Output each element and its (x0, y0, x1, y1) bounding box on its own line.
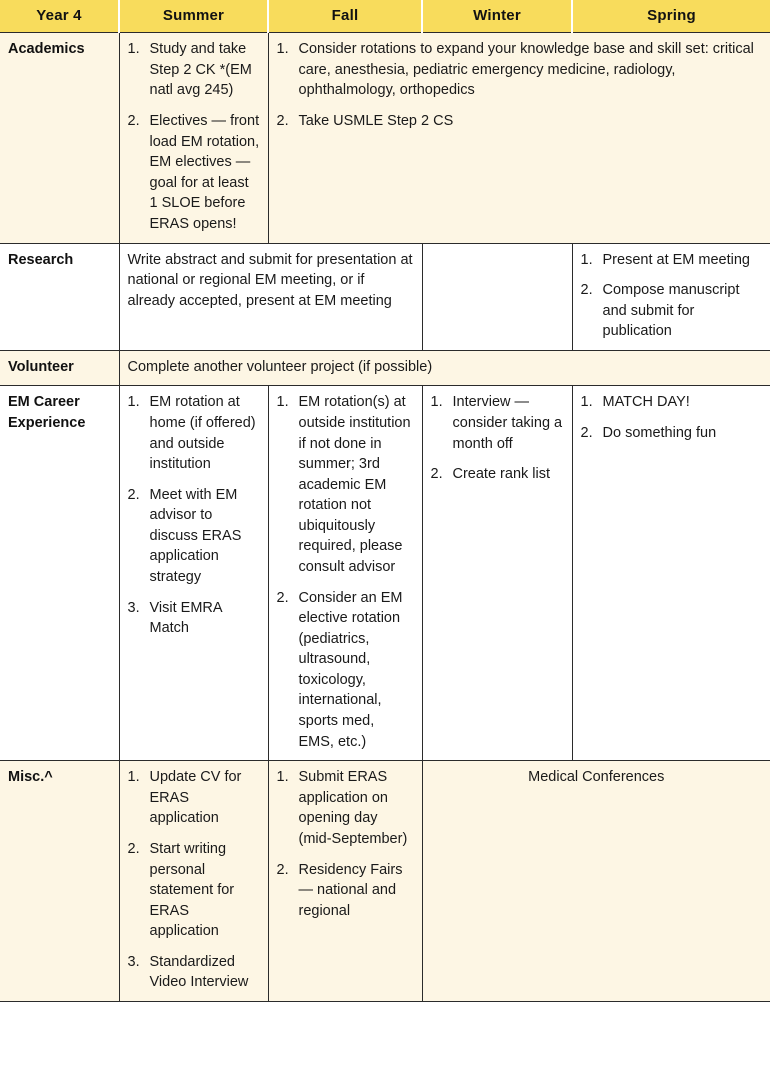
paragraph: Medical Conferences (528, 769, 665, 786)
cell-em-career-fall (268, 386, 422, 761)
cell-academics-fall-merged (268, 33, 770, 243)
cell-volunteer-all-merged (119, 350, 770, 386)
list-item: Present at EM meeting (602, 251, 750, 268)
list-item: Consider rotations to expand your knowledge base and skill set: critical care, anesthesia, pediatric emergency medicine, radiology, ophthalmology, orthopedics (298, 41, 754, 99)
list-item: Electives — front load EM rotation, EM electives — goal for at least 1 SLOE before ERAS opens! (149, 113, 260, 232)
list-item: Visit EMRA Match (149, 599, 222, 637)
list-item: Meet with EM advisor to discuss ERAS application strategy (149, 486, 242, 586)
cell-research-summer-fall-merged (119, 243, 422, 350)
table-row-academics (0, 33, 770, 243)
header-row (0, 0, 770, 33)
column-header-fall: Fall (268, 0, 422, 33)
list-item: Create rank list (452, 466, 551, 483)
table-row-em-career-experience (0, 386, 770, 761)
column-header-year: Year 4 (0, 0, 119, 33)
list-em-career-summer (128, 392, 260, 638)
table-body (0, 33, 770, 1002)
list-academics-summer (128, 39, 260, 234)
column-header-spring: Spring (572, 0, 770, 33)
cell-research-winter (422, 243, 572, 350)
list-item: Do something fun (602, 424, 717, 441)
column-header-summer: Summer (119, 0, 268, 33)
table-row-misc (0, 761, 770, 1002)
list-item: EM rotation(s) at outside institution if not done in summer; 3rd academic EM rotation not ubiquitously required, please consult advisor (298, 394, 411, 576)
table-header (0, 0, 770, 33)
row-label-em-career-experience: EM Career Experience (0, 386, 119, 761)
list-item: Study and take Step 2 CK *(EM natl avg 245) (149, 41, 252, 99)
table-row-volunteer (0, 350, 770, 386)
cell-misc-summer (119, 761, 268, 1002)
column-header-winter: Winter (422, 0, 572, 33)
row-label-volunteer: Volunteer (0, 350, 119, 386)
list-research-spring (581, 250, 763, 342)
paragraph: Write abstract and submit for presentation at national or regional EM meeting, or if already accepted, present at EM meeting (127, 251, 413, 309)
list-item: Residency Fairs — national and regional (298, 861, 403, 919)
list-item: Take USMLE Step 2 CS (298, 113, 454, 130)
list-item: Start writing personal statement for ERAS application (149, 840, 235, 940)
row-label-research: Research (0, 243, 119, 350)
cell-em-career-spring (572, 386, 770, 761)
list-misc-summer (128, 767, 260, 993)
row-label-academics: Academics (0, 33, 119, 243)
cell-research-spring (572, 243, 770, 350)
list-em-career-winter (431, 392, 564, 484)
list-item: MATCH DAY! (602, 394, 690, 411)
cell-academics-summer (119, 33, 268, 243)
list-misc-fall (277, 767, 414, 921)
list-em-career-spring (581, 392, 763, 443)
list-item: Interview — consider taking a month off (452, 394, 563, 452)
cell-em-career-summer (119, 386, 268, 761)
list-item: EM rotation at home (if offered) and outside institution (149, 394, 256, 473)
row-label-misc: Misc.^ (0, 761, 119, 1002)
list-item: Consider an EM elective rotation (pediatrics, ultrasound, toxicology, international, sports med, EMS, etc.) (298, 589, 403, 750)
list-em-career-fall (277, 392, 414, 752)
list-item: Standardized Video Interview (149, 953, 249, 991)
table-row-research (0, 243, 770, 350)
cell-misc-fall (268, 761, 422, 1002)
list-item: Compose manuscript and submit for publication (602, 282, 740, 340)
paragraph: Complete another volunteer project (if possible) (127, 358, 433, 375)
cell-em-career-winter (422, 386, 572, 761)
cell-misc-winter-spring-merged (422, 761, 770, 1002)
list-item: Update CV for ERAS application (149, 769, 242, 827)
list-item: Submit ERAS application on opening day (mid-September) (298, 769, 408, 847)
list-academics-fall (277, 39, 763, 131)
